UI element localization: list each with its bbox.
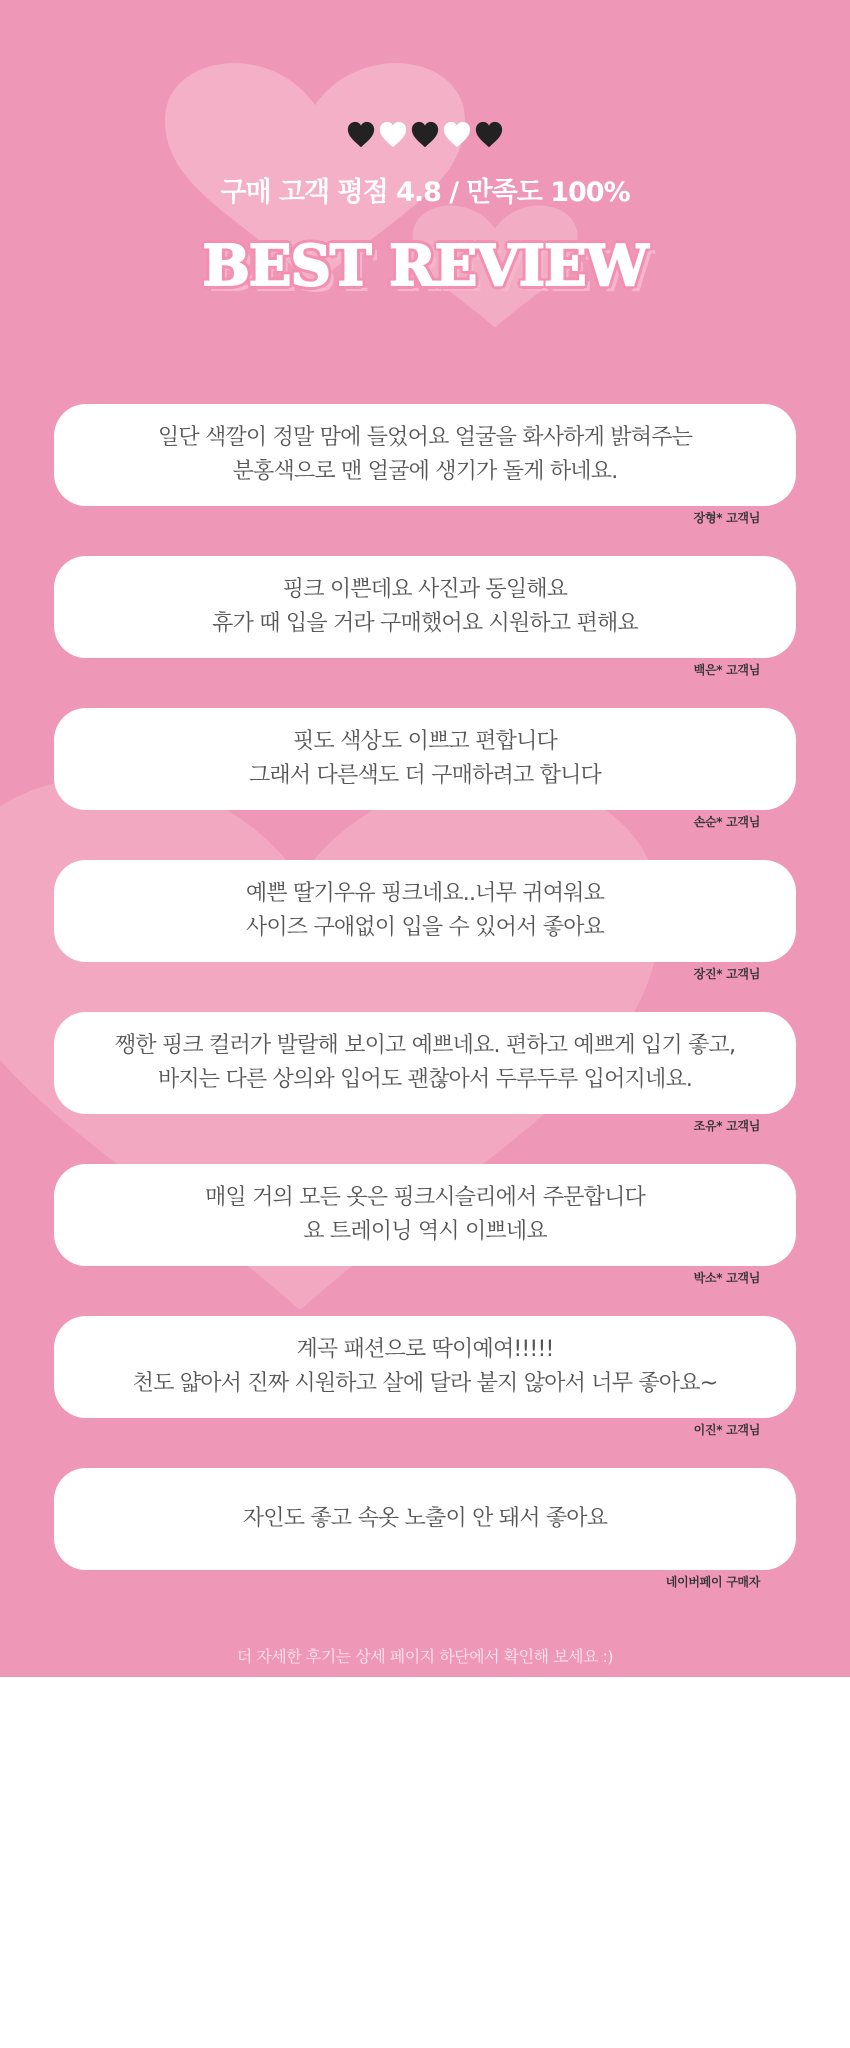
review-text: 핑크 이쁜데요 사진과 동일해요 bbox=[282, 577, 568, 602]
review-text: 사이즈 구애없이 입을 수 있어서 좋아요 bbox=[245, 915, 605, 940]
review-text: 자인도 좋고 속옷 노출이 안 돼서 좋아요 bbox=[242, 1506, 608, 1531]
review-text: 매일 거의 모든 옷은 핑크시슬리에서 주문합니다 bbox=[204, 1185, 645, 1210]
reviewer-name: 네이버페이 구매자 bbox=[665, 1575, 760, 1589]
heart-dark-icon bbox=[474, 120, 504, 150]
review-text: 그래서 다른색도 더 구매하려고 합니다 bbox=[248, 763, 601, 788]
rating-hearts bbox=[0, 120, 850, 150]
review-text: 휴가 때 입을 거라 구매했어요 시원하고 편해요 bbox=[212, 611, 638, 636]
review-text: 핏도 색상도 이쁘고 편합니다 bbox=[292, 729, 557, 754]
best-review-title: BEST REVIEW bbox=[202, 233, 648, 299]
review-text: 분홍색으로 맨 얼굴에 생기가 돌게 하네요. bbox=[232, 459, 618, 484]
review-card bbox=[54, 1012, 796, 1114]
review-text: 예쁜 딸기우유 핑크네요..너무 귀여워요 bbox=[245, 881, 605, 906]
rating-summary: 구매 고객 평점 4.8 / 만족도 100% bbox=[220, 177, 630, 208]
review-text: 쨍한 핑크 컬러가 발랄해 보이고 예쁘네요. 편하고 예쁘게 입기 좋고, bbox=[114, 1033, 736, 1058]
review-card bbox=[54, 404, 796, 506]
review-card bbox=[54, 708, 796, 810]
heart-white-icon bbox=[378, 120, 408, 150]
review-card bbox=[54, 556, 796, 658]
review-text: 일단 색깔이 정말 맘에 들었어요 얼굴을 화사하게 밝혀주는 bbox=[157, 425, 693, 450]
review-card bbox=[54, 860, 796, 962]
review-text: 계곡 패션으로 딱이예여!!!!! bbox=[296, 1337, 554, 1362]
review-card bbox=[54, 1164, 796, 1266]
footer-note: 더 자세한 후기는 상세 페이지 하단에서 확인해 보세요 :) bbox=[236, 1647, 614, 1666]
reviewer-name: 박소* 고객님 bbox=[693, 1271, 760, 1285]
heart-dark-icon bbox=[410, 120, 440, 150]
reviewer-name: 백은* 고객님 bbox=[693, 663, 760, 677]
reviewer-name: 장진* 고객님 bbox=[693, 967, 760, 981]
review-card bbox=[54, 1316, 796, 1418]
review-text: 요 트레이닝 역시 이쁘네요 bbox=[303, 1219, 547, 1244]
hero-header bbox=[0, 120, 850, 299]
reviewer-name: 이진* 고객님 bbox=[693, 1423, 760, 1437]
review-text: 천도 얇아서 진짜 시원하고 살에 달라 붙지 않아서 너무 좋아요~ bbox=[132, 1371, 718, 1396]
heart-white-icon bbox=[442, 120, 472, 150]
reviewer-name: 조유* 고객님 bbox=[693, 1119, 760, 1133]
review-card bbox=[54, 1468, 796, 1570]
reviewer-name: 손순* 고객님 bbox=[693, 815, 760, 829]
heart-dark-icon bbox=[346, 120, 376, 150]
reviewer-name: 장형* 고객님 bbox=[693, 511, 760, 525]
review-text: 바지는 다른 상의와 입어도 괜찮아서 두루두루 입어지네요. bbox=[157, 1067, 693, 1092]
